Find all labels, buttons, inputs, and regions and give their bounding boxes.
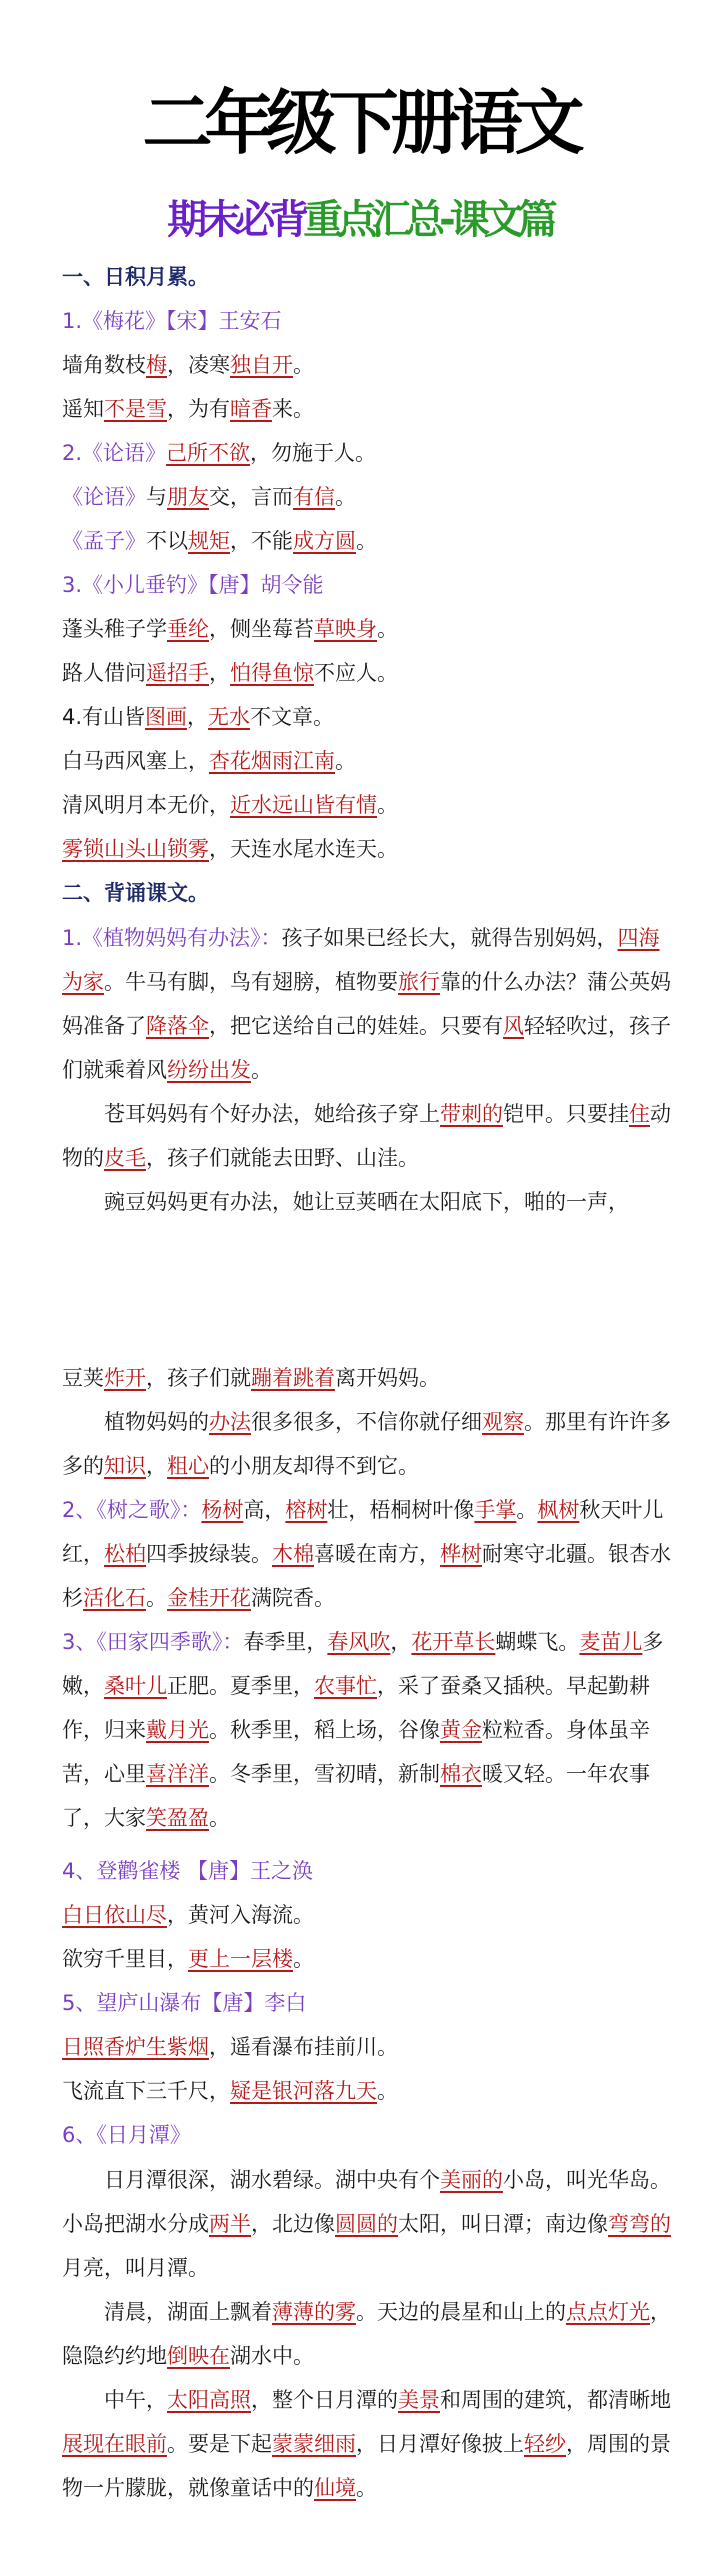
- idiom-line-5: 白马西风塞上，杏花烟雨江南。: [62, 749, 356, 773]
- page-subtitle: [0, 197, 719, 243]
- lushan-title: 5、望庐山瀑布【唐】李白: [62, 1991, 307, 2015]
- zhiwu-paragraph-2: 苍耳妈妈有个好办法，她给孩子穿上带刺的铠甲。只要挂住动物的皮毛，孩子们就能去田野、山洼。: [62, 1102, 671, 1170]
- dengque-line-1: 白日依山尽，黄河入海流。: [62, 1903, 314, 1927]
- dengque-line-2: 欲穷千里目，更上一层楼。: [62, 1947, 314, 1971]
- section-heading-1: 一、日积月累。: [62, 265, 209, 289]
- mengzi-line-1: 《孟子》不以规矩，不能成方圆。: [62, 529, 377, 553]
- xiaoer-title: 3.《小儿垂钓》【唐】胡令能: [62, 573, 324, 597]
- zhiwu-paragraph-5: 植物妈妈的办法很多很多，不信你就仔细观察。那里有许许多多的知识，粗心的小朋友却得不到它。: [62, 1410, 671, 1478]
- riyue-paragraph-2: 清晨，湖面上飘着薄薄的雾。天边的晨星和山上的点点灯光，隐隐约约地倒映在湖水中。: [62, 2300, 671, 2368]
- lunyu-title: 2.《论语》己所不欲，勿施于人。: [62, 441, 377, 465]
- zhiwu-paragraph-4: 豆荚炸开，孩子们就蹦着跳着离开妈妈。: [62, 1366, 440, 1390]
- lushan-line-2: 飞流直下三千尺，疑是银河落九天。: [62, 2079, 398, 2103]
- riyue-title: 6、《日月潭》: [62, 2123, 191, 2147]
- zhiwu-paragraph-1: 1.《植物妈妈有办法》：孩子如果已经长大，就得告别妈妈，四海为家。牛马有脚，鸟有翅膀，植物要旅行靠的什么办法？蒲公英妈妈准备了降落伞，把它送给自己的娃娃。只要有风轻轻吹过，孩子们就乘着风纷纷出发。: [62, 926, 671, 1082]
- idiom-line-7: 雾锁山头山锁雾，天连水尾水连天。: [62, 837, 398, 861]
- lunyu-line-1: 《论语》与朋友交，言而有信。: [62, 485, 356, 509]
- zhiwu-paragraph-3: 豌豆妈妈更有办法，她让豆荚晒在太阳底下，啪的一声，: [104, 1190, 629, 1214]
- xiaoer-line-1: 蓬头稚子学垂纶，侧坐莓苔草映身。: [62, 617, 398, 641]
- subtitle-part-b: 重点汇总-课文篇: [303, 197, 552, 243]
- meihua-title: 1.《梅花》【宋】王安石: [62, 309, 282, 333]
- riyue-paragraph-3: 中午，太阳高照，整个日月潭的美景和周围的建筑，都清晰地展现在眼前。要是下起蒙蒙细雨，日月潭好像披上轻纱，周围的景物一片朦胧，就像童话中的仙境。: [62, 2388, 671, 2500]
- subtitle-part-a: 期末必背: [167, 197, 304, 243]
- idiom-line-4: 4.有山皆图画，无水不文章。: [62, 705, 335, 729]
- shu-zhi-ge-paragraph: 2、《树之歌》：杨树高，榕树壮，梧桐树叶像手掌。枫树秋天叶儿红，松柏四季披绿装。木棉喜暖在南方，桦树耐寒守北疆。银杏水杉活化石。金桂开花满院香。: [62, 1498, 671, 1610]
- page-title: 二年级下册语文: [142, 82, 577, 164]
- meihua-line-2: 遥知不是雪，为有暗香来。: [62, 397, 314, 421]
- lushan-line-1: 日照香炉生紫烟，遥看瀑布挂前川。: [62, 2035, 398, 2059]
- riyue-paragraph-1: 日月潭很深，湖水碧绿。湖中央有个美丽的小岛，叫光华岛。小岛把湖水分成两半，北边像圆圆的太阳，叫日潭；南边像弯弯的月亮，叫月潭。: [62, 2168, 671, 2280]
- dengque-title: 4、登鹳雀楼 【唐】王之涣: [62, 1859, 314, 1883]
- section-heading-2: 二、背诵课文。: [62, 881, 209, 905]
- meihua-line-1: 墙角数枝梅，凌寒独自开。: [62, 353, 314, 377]
- tianjia-paragraph: 3、《田家四季歌》：春季里，春风吹，花开草长蝴蝶飞。麦苗儿多嫩，桑叶儿正肥。夏季里，农事忙，采了蚕桑又插秧。早起勤耕作，归来戴月光。秋季里，稻上场，谷像黄金粒粒香。身体虽辛苦，心里喜洋洋。冬季里，雪初晴，新制棉衣暖又轻。一年农事了，大家笑盈盈。: [62, 1630, 664, 1830]
- xiaoer-line-2: 路人借问遥招手，怕得鱼惊不应人。: [62, 661, 398, 685]
- idiom-line-6: 清风明月本无价，近水远山皆有情。: [62, 793, 398, 817]
